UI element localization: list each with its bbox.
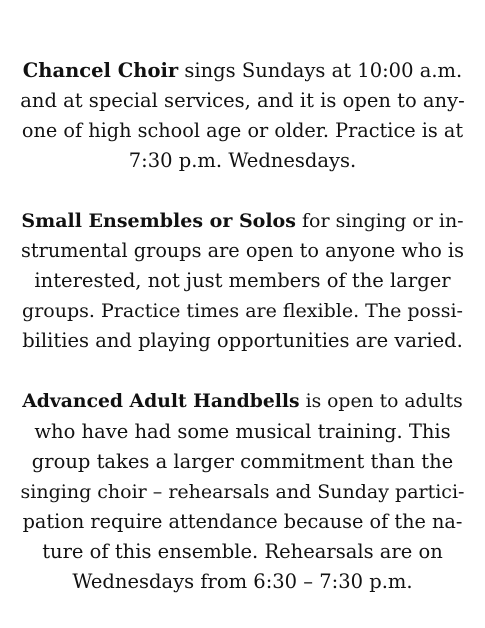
section-text-line: and at special services, and it is open to any- — [20, 89, 465, 112]
section-text: is open to adults — [299, 391, 463, 412]
section-heading: Advanced Adult Handbells — [22, 390, 300, 412]
section-text-line: group takes a larger commitment than the — [31, 450, 454, 473]
section-text-line: pation require attendance because of the na- — [22, 510, 463, 533]
section-text-line: singing choir – rehearsals and Sunday partici- — [20, 481, 465, 503]
section-text-line: interested, not just members of the larger — [34, 269, 451, 292]
section-advanced-handbells — [20, 386, 465, 597]
section-first-line — [20, 386, 465, 417]
document-page — [20, 56, 465, 627]
section-heading: Small Ensembles or Solos — [21, 210, 296, 232]
section-small-ensembles — [20, 206, 465, 356]
section-text-line: bilities and playing opportunities are varied. — [22, 329, 463, 352]
section-first-line — [20, 56, 465, 86]
section-chancel-choir — [20, 56, 465, 176]
section-text-line: 7:30 p.m. Wednesdays. — [128, 149, 357, 172]
section-text: sings Sundays at 10:00 a.m. — [178, 59, 463, 82]
section-first-line — [20, 206, 465, 236]
section-text-line: Wednesdays from 6:30 – 7:30 p.m. — [72, 570, 413, 593]
section-text-line: strumental groups are open to anyone who is — [21, 239, 464, 262]
section-text-line: ture of this ensemble. Rehearsals are on — [42, 540, 443, 563]
section-text-line: groups. Practice times are flexible. The possi- — [22, 300, 463, 322]
section-text: for singing or in- — [295, 210, 464, 232]
section-text-line: who have had some musical training. This — [34, 420, 451, 443]
section-text-line: one of high school age or older. Practice is at — [21, 119, 464, 142]
section-heading: Chancel Choir — [22, 59, 179, 82]
